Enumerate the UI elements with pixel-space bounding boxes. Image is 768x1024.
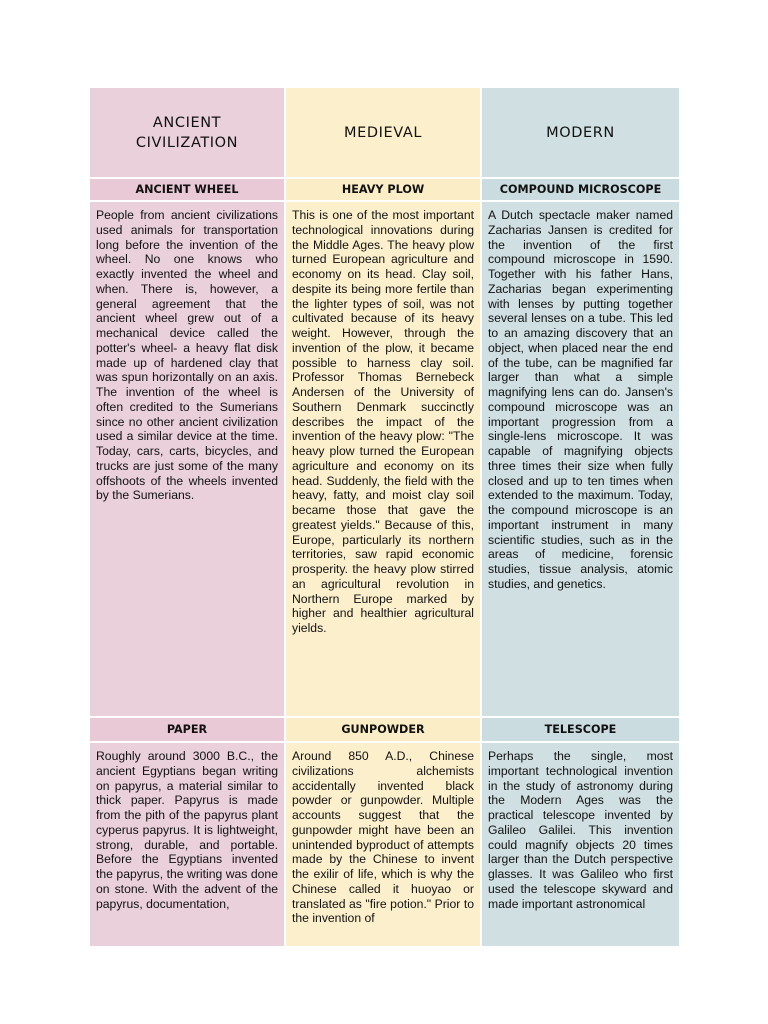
header-ancient-text: ANCIENT CIVILIZATION bbox=[135, 114, 239, 151]
title-gunpowder: GUNPOWDER bbox=[286, 716, 482, 743]
header-modern-text: MODERN bbox=[546, 124, 615, 141]
title-ancient-wheel: ANCIENT WHEEL bbox=[90, 177, 286, 202]
text-heavy-plow: This is one of the most important technological innovations during the Middle Ages. The heavy plow turned European agriculture and economy on its head. Clay soil, despite its being more fertile than the lighter types of soil, was not cultivated because of its heavy weight. However, through the invention of the plow, it became possible to harness clay soil. Professor Thomas Bernebeck Andersen of the University of Southern Denmark succinctly describes the impact of the invention of the heavy plow: "The heavy plow turned the European agriculture and economy on its head. Suddenly, the field with the heavy, fatty, and moist clay soil became those that gave the greatest yields." Because of this, Europe, particularly its northern territories, saw rapid economic prosperity. the heavy plow stirred an agricultural revolution in Northern Europe marked by higher and healthier agricultural yields. bbox=[286, 202, 482, 716]
text-ancient-wheel: People from ancient civilizations used animals for transportation long before the invention of the wheel. No one knows who exactly invented the wheel and when. There is, however, a general agreement that the ancient wheel grew out of a mechanical device called the potter's wheel- a heavy flat disk made up of hardened clay that was spun horizontally on an axis. The invention of the wheel is often credited to the Sumerians since no other ancient civilization used a similar device at the time. Today, cars, carts, bicycles, and trucks are just some of the many offshoots of the wheels invented by the Sumerians. bbox=[90, 202, 286, 716]
text-gunpowder: Around 850 A.D., Chinese civilizations alchemists accidentally invented black powder or gunpowder. Multiple accounts suggest that the gunpowder might have been an unintended byproduct of attempts made by the Chinese to invent the exilir of life, which is why the Chinese called it huoyao or translated as "fire potion." Prior to the invention of bbox=[286, 743, 482, 946]
text-paper: Roughly around 3000 B.C., the ancient Egyptians began writing on papyrus, a material similar to thick paper. Papyrus is made from the pith of the papyrus plant cyperus papyrus. It is lightweight, strong, durable, and portable. Before the Egyptians invented the papyrus, the writing was done on stone. With the advent of the papyrus, documentation, bbox=[90, 743, 286, 946]
title-telescope: TELESCOPE bbox=[482, 716, 679, 743]
header-medieval-text: MEDIEVAL bbox=[343, 124, 423, 141]
title-compound-microscope: COMPOUND MICROSCOPE bbox=[482, 177, 679, 202]
title-heavy-plow: HEAVY PLOW bbox=[286, 177, 482, 202]
header-modern bbox=[482, 88, 679, 177]
comparison-table bbox=[90, 88, 679, 946]
header-medieval bbox=[286, 88, 482, 177]
title-paper: PAPER bbox=[90, 716, 286, 743]
text-telescope: Perhaps the single, most important technological invention in the study of astronomy during the Modern Ages was the practical telescope invented by Galileo Galilei. This invention could magnify objects 20 times larger than the Dutch perspective glasses. It was Galileo who first used the telescope skyward and made important astronomical bbox=[482, 743, 679, 946]
text-compound-microscope: A Dutch spectacle maker named Zacharias Jansen is credited for the invention of the first compound microscope in 1590. Together with his father Hans, Zacharias began experimenting with lenses by putting together several lenses on a tube. This led to an amazing discovery that an object, when placed near the end of the tube, can be magnified far larger than what a simple magnifying lens can do. Jansen's compound microscope was an important progression from a single-lens microscope. It was capable of magnifying objects three times their size when fully closed and up to ten times when extended to the maximum. Today, the compound microscope is an important instrument in many scientific studies, such as in the areas of medicine, forensic studies, tissue analysis, atomic studies, and genetics. bbox=[482, 202, 679, 716]
header-ancient bbox=[90, 88, 286, 177]
